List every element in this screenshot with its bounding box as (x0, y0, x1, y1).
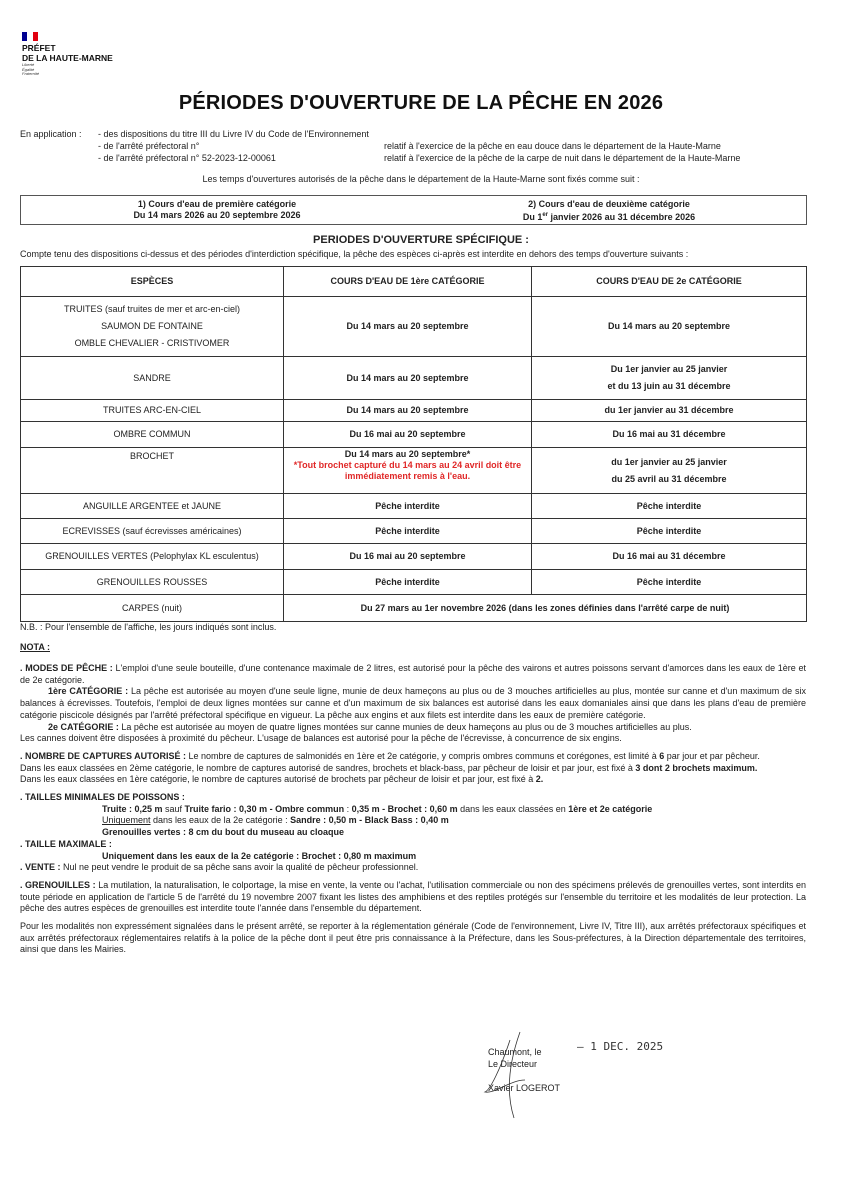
table-row-carpes (21, 595, 807, 622)
cell-line: BROCHET (129, 451, 174, 461)
category-2-cell (532, 357, 807, 400)
category-2-cell (532, 544, 807, 570)
category-1-cell (284, 448, 532, 494)
cell-line: ANGUILLE ARGENTEE et JAUNE (82, 500, 222, 511)
nota-text: 6 (659, 750, 665, 761)
nota-text: La pêche est autorisée au moyen d'une seule ligne, munie de deux hameçons au plus ou de 3 mouches artificielles au plus, montée sur canne et d'un maximum de six balances à écrevisses. Toutefois, l'emploi de deux lignes montées sur canne et d'un maximum de six balances est autorisé dans les eaux domaniales ainsi que dans les plans d'eau de première catégorie piscicole désignés par l'arrêté préfectoral spécifique en vigueur. La pêche aux engins et aux filets est interdite dans les eaux de première catégorie. (20, 686, 806, 720)
motto-line: Liberté (22, 62, 35, 67)
category-1-cell (284, 494, 532, 519)
category-2-cell (532, 400, 807, 422)
nota-paragraph (20, 862, 806, 874)
category-2-period (413, 199, 805, 223)
header-category-2: COURS D'EAU DE 2e CATÉGORIE (532, 267, 807, 297)
cell-line: GRENOUILLES ROUSSES (96, 576, 208, 587)
species-cell (21, 544, 284, 570)
table-row (21, 357, 807, 400)
marianne-flag-logo (22, 32, 38, 41)
category-2-cell (532, 570, 807, 595)
legal-basis (20, 128, 820, 168)
brochet-release-warning: *Tout brochet capturé du 14 mars au 24 avril doit être immédiatement remis à l'eau. (293, 460, 522, 481)
nota-text: Dans les eaux classées en 1ère catégorie, le nombre de captures autorisé de brochets par pêcheur de loisir et par jour, est fixé à (20, 774, 536, 785)
intro-text: Les temps d'ouvertures autorisés de la pêche dans le département de la Haute-Marne sont fixés comme suit : (202, 174, 640, 184)
species-cell (21, 570, 284, 595)
general-periods-box (20, 195, 807, 225)
cell-line: Du 1er janvier au 25 janvier (610, 364, 728, 374)
period-sup: er (542, 212, 549, 218)
cell-line: Pêche interdite (375, 576, 440, 587)
nota-text: 2. (535, 774, 544, 785)
logo-line-2: DE LA HAUTE-MARNE (22, 53, 113, 63)
cell-line: Pêche interdite (636, 576, 702, 587)
legal-basis-line: - de l'arrêté préfectoral n° (98, 141, 200, 151)
republic-motto (22, 63, 39, 77)
nota-text: . TAILLE MAXIMALE : (20, 838, 112, 849)
category-1-cell (284, 544, 532, 570)
nota-text: Pour les modalités non expressément signalées dans le présent arrêté, se reporter à la réglementation générale (Code de l'environnement, Livre IV, Titre III), aux arrêtés préfectoraux spécifiques et aux arrêtés préfectoraux réglementaires relatifs à la police de la pêche dont il peut être pris connaissance à la Préfecture, dans les Sous-préfectures, à la Direction départementale des territoires, ainsi que dans les Mairies. (20, 921, 806, 955)
table-row (21, 570, 807, 595)
carpes-period-cell: Du 27 mars au 1er novembre 2026 (dans les zones définies dans l'arrêté carpe de nuit) (284, 595, 807, 622)
table-row (21, 544, 807, 570)
cell-line: OMBRE COMMUN (113, 429, 191, 439)
category-2-cell (532, 494, 807, 519)
cell-line: SANDRE (133, 372, 171, 383)
header-category-1: COURS D'EAU DE 1ère CATÉGORIE (284, 267, 532, 297)
nota-text: 1ère et 2e catégorie (568, 803, 653, 814)
species-cell (21, 357, 284, 400)
nota-paragraph (20, 663, 806, 686)
category-1-period (21, 199, 413, 221)
cell-line: TRUITES ARC-EN-CIEL (102, 405, 201, 415)
nota-paragraph (20, 774, 806, 786)
nota-text: La mutilation, la naturalisation, le colportage, la mise en vente, la vente ou l'achat, l'utilisation commerciale ou non des spécimens prélevés de grenouilles vertes, sont interdits en toute période en application de l'article 5 de l'arrêté du 19 novembre 2007 fixant les listes des amphibiens et des reptiles protégés sur l'ensemble du territoire et les modalités de leur protection. La pêche des autres espèces de grenouilles est interdite toute l'année dans l'ensemble du département. (20, 879, 806, 914)
nota-text: 1ère CATÉGORIE : (48, 686, 132, 697)
cell-line: ECREVISSES (sauf écrevisses américaines) (62, 525, 242, 536)
cell-line: Du 14 mars au 20 septembre (346, 321, 469, 331)
species-cell: CARPES (nuit) (21, 595, 284, 622)
nota-text: dans les eaux de la 2e catégorie : (150, 815, 291, 826)
category-period: Du 14 mars 2026 au 20 septembre 2026 (133, 210, 301, 220)
nota-paragraph (20, 792, 806, 804)
cell-line: TRUITES (sauf truites de mer et arc-en-ciel) (63, 304, 241, 314)
nota-text: Dans les eaux classées en 2ème catégorie, le nombre de captures autorisé de sandres, brochets et black-bass, par pêcheur de loisir et par jour, est fixé à (20, 762, 636, 773)
motto-line: Égalité (22, 66, 35, 72)
table-row (21, 448, 807, 494)
nota-text: Truite fario : 0,30 m - Ombre commun (184, 803, 345, 814)
category-2-cell (532, 448, 807, 494)
nota-text: . VENTE : (20, 862, 64, 873)
species-cell (21, 519, 284, 544)
document-title: PÉRIODES D'OUVERTURE DE LA PÊCHE EN 2026 (178, 92, 664, 114)
cell-line: Du 16 mai au 31 décembre (612, 551, 726, 561)
table-row (21, 494, 807, 519)
nota-text: L'emploi d'une seule bouteille, d'une contenance maximale de 2 litres, est autorisé pour la pêche des vairons et autres poissons servant d'amorces dans les eaux de 1ère et de 2e catégorie. (20, 663, 806, 685)
nota-paragraph (20, 839, 806, 851)
category-title: 2) Cours d'eau de deuxième catégorie (528, 199, 690, 209)
legal-basis-line: - des dispositions du titre III du Livre IV du Code de l'Environnement (98, 129, 369, 139)
nota-text: Uniquement dans les eaux de la 2e catégorie : Brochet : 0,80 m maximum (102, 850, 417, 861)
table-header-row (21, 267, 807, 297)
cell-line: Pêche interdite (636, 525, 702, 536)
cell-line: Du 14 mars au 20 septembre (346, 405, 469, 415)
nota-text: . NOMBRE DE CAPTURES AUTORISÉ : (20, 750, 189, 761)
nota-text: Uniquement (102, 815, 151, 826)
species-periods-table (20, 266, 807, 622)
application-label: En application : (20, 129, 82, 139)
nb-note: N.B. : Pour l'ensemble de l'affiche, les jours indiqués sont inclus. (20, 622, 277, 632)
species-cell (21, 494, 284, 519)
cell-line: Du 14 mars au 20 septembre (346, 372, 469, 383)
cell-line: Du 16 mai au 20 septembre (349, 551, 466, 561)
nota-text: sauf (162, 803, 185, 814)
cell-line: Du 16 mai au 31 décembre (612, 429, 726, 439)
period-text: janvier 2026 au 31 décembre 2026 (548, 212, 696, 222)
cell-line: Pêche interdite (375, 500, 440, 511)
nota-text: : (344, 803, 352, 814)
cell-line: Du 16 mai au 20 septembre (349, 429, 466, 439)
species-cell (21, 400, 284, 422)
cell-line: GRENOUILLES VERTES (Pelophylax KL esculentus) (45, 551, 259, 561)
logo-line-1: PRÉFET (22, 43, 56, 53)
species-cell (21, 448, 284, 494)
nota-paragraph (20, 763, 806, 775)
date-stamp: – 1 DEC. 2025 (577, 1040, 664, 1053)
legal-basis-relation: relatif à l'exercice de la pêche de la carpe de nuit dans le département de la Haute-Marne (384, 153, 741, 163)
nota-paragraph (20, 921, 806, 956)
category-1-cell (284, 422, 532, 448)
nota-text: Nul ne peut vendre le produit de sa pêche sans avoir la qualité de pêcheur professionnel. (63, 862, 419, 873)
nota-paragraph (20, 880, 806, 915)
motto-line: Fraternité (22, 71, 40, 76)
nota-text: Le nombre de captures de salmonidés en 1ère et 2e catégorie, y compris ombres communs et corégones, est limité à (188, 750, 660, 761)
nota-paragraph (20, 804, 806, 816)
cell-line: du 25 avril au 31 décembre (611, 473, 727, 484)
category-1-cell (284, 570, 532, 595)
nota-title: NOTA : (20, 642, 50, 652)
legal-basis-line: - de l'arrêté préfectoral n° 52-2023-12-00061 (98, 153, 276, 163)
category-2-cell (532, 422, 807, 448)
nota-text: 0,35 m - Brochet : 0,60 m (351, 803, 458, 814)
category-2-cell (532, 297, 807, 357)
signature-name: Xavier LOGEROT (488, 1083, 561, 1093)
legal-basis-relation: relatif à l'exercice de la pêche en eau douce dans le département de la Haute-Marne (384, 141, 721, 151)
cell-line: et du 13 juin au 31 décembre (607, 381, 731, 391)
nota-text: dans les eaux classées en (457, 803, 569, 814)
nota-paragraph (20, 733, 806, 745)
specific-periods-intro: Compte tenu des dispositions ci-dessus et des périodes d'interdiction spécifique, la pêche des espèces ci-après est interdite en dehors des temps d'ouverture suivants : (20, 249, 689, 259)
species-cell (21, 297, 284, 357)
nota-paragraph (20, 815, 806, 827)
category-1-cell (284, 400, 532, 422)
handwritten-signature (480, 1030, 540, 1120)
cell-line: Pêche interdite (636, 500, 702, 511)
category-2-cell (532, 519, 807, 544)
nota-text: Grenouilles vertes : 8 cm du bout du museau au cloaque (102, 827, 345, 838)
table-row (21, 519, 807, 544)
species-cell (21, 422, 284, 448)
nota-paragraph (20, 686, 806, 721)
category-title: 1) Cours d'eau de première catégorie (137, 199, 297, 209)
nota-text: Sandre : 0,50 m - Black Bass : 0,40 m (290, 815, 449, 826)
cell-line: Du 14 mars au 20 septembre (607, 321, 731, 331)
cell-line: du 1er janvier au 31 décembre (604, 405, 734, 415)
nota-paragraph (20, 722, 806, 734)
nota-text: . MODES DE PÊCHE : (20, 663, 116, 673)
specific-periods-title: PERIODES D'OUVERTURE SPÉCIFIQUE : (313, 234, 529, 246)
category-period (413, 210, 805, 223)
nota-text: La pêche est autorisée au moyen de quatre lignes montées sur canne munies de deux hameçons au plus ou de 3 mouches artificielles au plus. (121, 721, 692, 732)
nota-text: 2e CATÉGORIE : (48, 721, 122, 732)
nota-text: . GRENOUILLES : (20, 879, 99, 890)
nota-text: 3 dont 2 brochets maximum. (635, 762, 758, 773)
nota-section (20, 663, 806, 962)
cell-line: Du 14 mars au 20 septembre* (344, 449, 471, 459)
nota-text: . TAILLES MINIMALES DE POISSONS : (20, 792, 185, 803)
nota-text: par jour et par pêcheur. (664, 750, 760, 761)
category-1-cell (284, 519, 532, 544)
cell-line: du 1er janvier au 25 janvier (611, 456, 727, 467)
table-row (21, 297, 807, 357)
nota-paragraph (20, 851, 806, 863)
prefecture-logo-text (22, 43, 113, 63)
table-row (21, 422, 807, 448)
category-1-cell (284, 297, 532, 357)
signature-place: Chaumont, le (488, 1047, 542, 1057)
nota-paragraph (20, 751, 806, 763)
table-row (21, 400, 807, 422)
period-text: Du 1 (522, 212, 543, 222)
cell-line: Pêche interdite (375, 525, 440, 536)
nota-text: Truite : 0,25 m (102, 803, 163, 814)
signature-role: Le Directeur (488, 1059, 538, 1069)
cell-line: OMBLE CHEVALIER - CRISTIVOMER (74, 338, 230, 348)
category-1-cell (284, 357, 532, 400)
nota-text: Les cannes doivent être disposées à proximité du pêcheur. L'usage de balances est autorisé pour la pêche de l'écrevisse, à concurrence de six engins. (20, 733, 622, 744)
nota-paragraph (20, 827, 806, 839)
cell-line: SAUMON DE FONTAINE (101, 321, 203, 331)
header-species: ESPÈCES (21, 267, 284, 297)
